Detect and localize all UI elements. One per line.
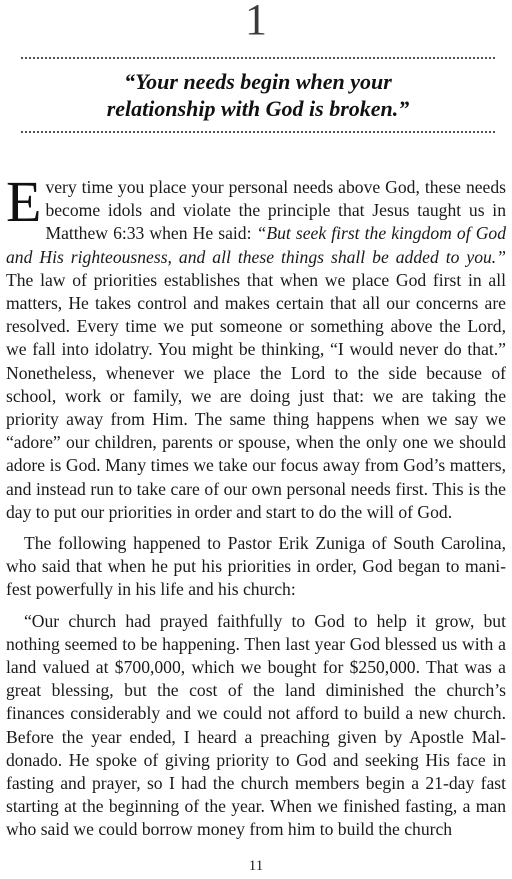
chapter-epigraph (20, 68, 496, 122)
drop-cap: E (6, 169, 42, 234)
page-number: 11 (248, 858, 264, 874)
paragraph-opening (6, 169, 506, 524)
ornamental-rule-bottom (20, 129, 496, 135)
scripture-quote: “But seek first the kingdom of God and His righteousness, and all these things shall be added to you.” (6, 223, 506, 267)
ornamental-rule-top (20, 55, 496, 61)
epigraph-line-2: relationship with God is broken.” (106, 96, 410, 121)
paragraph-testimony-intro: The following happened to Pastor Erik Zuniga of South Carolina, who said that when he put his priorities in order, God began to manifest powerfully in his life and his church: (6, 533, 506, 600)
paragraph-opening-text: very time you place your personal needs above God, these needs become idols and violate the principle that Jesus taught us in Matthew 6:33 when He said: (45, 177, 506, 244)
epigraph-line-1: “Your needs begin when your (124, 69, 392, 94)
body-text (6, 169, 506, 850)
paragraph-testimony: “Our church had prayed faithfully to God to help it grow, but nothing seemed to be happening. Then last year God blessed us with a land valued at $700,000, which we bought for $250,000. That was a great blessing, but the cost of the land diminished the church’s finances considerably and we could not afford to build a new church. Before the year ended, I heard a preaching given by Apostle Maldonado. He spoke of giving priority to God and seeking His face in fasting and prayer, so I had the church members begin a 21-day fast starting at the beginning of the year. When we finished fasting, a man who said we could borrow money from him to build the church (6, 610, 506, 840)
paragraph-opening-continuation: The law of priorities establishes that when we place God first in all matters, He takes control and makes certain that all our concerns are resolved. Every time we put someone or something above the Lord, we fall into idolatry. You might be thinking, “I would never do that.” Nonetheless, whenever we place the Lord to the side because of school, work or family, we are doing just that: we are taking the priority away from Him. The same thing happens when we say we “adore” our children, parents or spouse, when the only one we should adore is God. Many times we take our focus away from God’s matters, and instead run to take care of our own personal needs first. This is the day to put our priorities in order and start to do the will of God. (6, 269, 506, 522)
chapter-number: 1 (245, 0, 267, 44)
